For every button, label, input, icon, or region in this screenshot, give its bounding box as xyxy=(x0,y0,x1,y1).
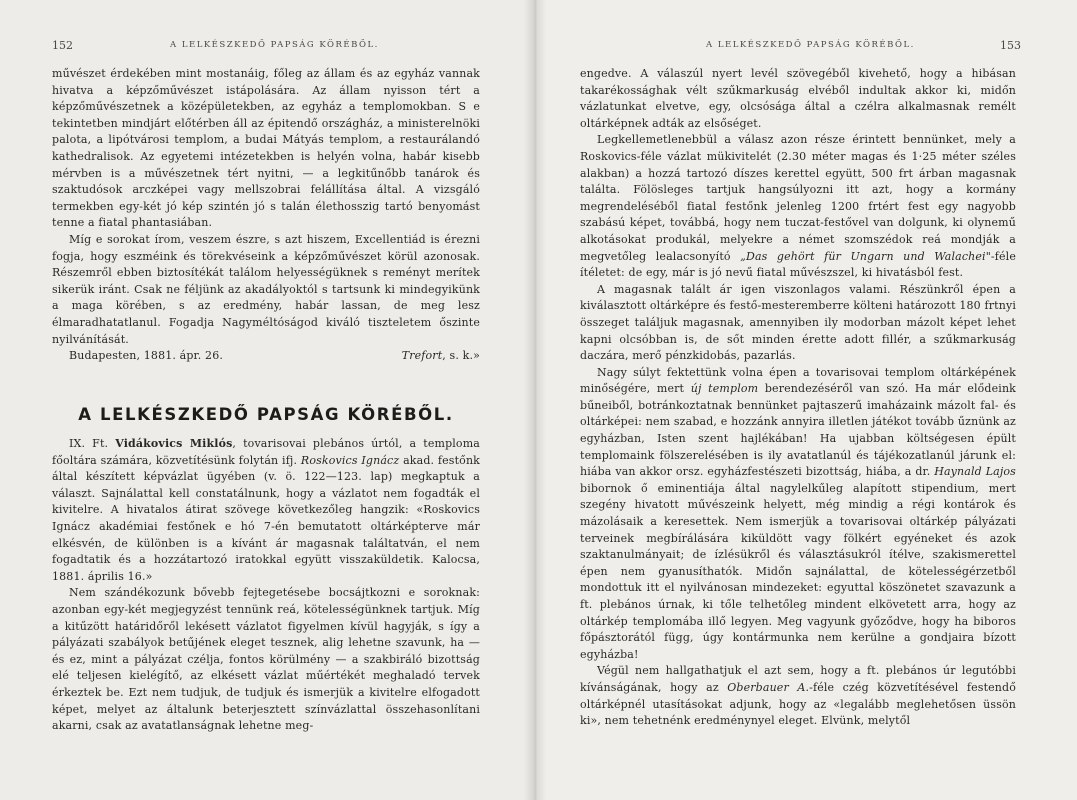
text-run: , tovarisovai plebános úrtól, a temploma főoltára számára, közvetítésünk folytán ifj. xyxy=(52,437,480,467)
emphasis-italic: új templom xyxy=(690,382,759,396)
person-name-italic: Haynald Lajos xyxy=(934,465,1016,479)
paragraph xyxy=(580,663,1016,729)
person-name: Vidákovics Miklós xyxy=(115,437,233,450)
right-page xyxy=(534,0,1077,800)
text-run: -féle czég közvetítésével festendő oltárképnél utasításokat adjunk, hogy az «legalább meglehetősen üssön ki», nem tehetnénk eredménynyel eleget. Elvünk, melytől xyxy=(580,680,1016,728)
text-run: Nagy súlyt fektettünk volna épen a tovarisovai templom oltárképének minőségére, mert xyxy=(580,365,1016,396)
right-running-head: A LELKÉSZKEDŐ PAPSÁG KÖRÉBŐL. xyxy=(706,40,915,50)
quote-italic: „Das gehört für Ungarn und Walachei" xyxy=(740,249,991,263)
text-run: Végül nem hallgathatjuk el azt sem, hogy a ft. plebános úr legutóbbi kívánságának, hogy az xyxy=(580,664,1016,694)
paragraph: engedve. A válaszúl nyert levél szövegéből kivehető, hogy a hibásan takarékossághak vélt szűkmarkuság elvéből indultak akkor ki, midőn vázlatunkat elvetve, egy, olcsósága által a czélra alkalmasnak remélt oltárképnek adták az elsőséget. xyxy=(580,67,1016,130)
text-run: bibornok ő eminentiája által nagylelkűleg alapított stipendium, mert szegény hivatott művészeink helyett, még mindig a régi kontárok és mázolásaik a keresettek. Nem ismerjük a tovarisovai oltárkép pályázati terveinek megbírálására kiküldött vagy fölkért egyéneket és azok szaktanulmányait; de ízlésükről és választásukról ítélve, szakismerettel épen nem gyanusíthatók. Midőn sajnálattal, de kötelességérzetből mondottuk itt el nyilvánosan mindezeket: egyuttal köszönetet szavazunk a ft. plebános úrnak, ki tőle telhetőleg mindent elkövetett arra, hogy az oltárkép templomába illő legyen. Meg vagyunk győződve, hogy ha biboros főpásztorától függ, úgy kontármunka nem kerülne a gondjaira bízott egyházba! xyxy=(580,481,1016,661)
book-gutter-shadow xyxy=(524,0,546,800)
paragraph: A magasnak talált ár igen viszonlagos valami. Részünkről épen a kiválasztott oltárképre és festő-mesteremberre költeni határozott 180 frtnyi összeget találjuk magasnak, amennyiben ily modorban mázolt képet lehet kapni olcsóbban is, de sőt minden érette adott fillér, a szűkmarkuság daczára, merő pénzkidobás, pazarlás. xyxy=(580,282,1016,363)
left-section-text xyxy=(52,436,480,735)
right-body-text xyxy=(580,66,1016,730)
paragraph xyxy=(52,436,480,585)
left-running-head: A LELKÉSZKEDŐ PAPSÁG KÖRÉBŐL. xyxy=(170,40,379,50)
text-run: Legkellemetlenebbül a válasz azon része érintett bennünket, mely a Roskovics-féle vázlat mükivitelét (2.30 méter magas és 1·25 méter széles alakban) a hozzá tartozó díszes kerettel együtt, 500 frt árban magasnak találta. Fölösleges tartjuk hangsúlyozni itt azt, hogy a kormány megrendeléséből fiatal festőnk jelenleg 1200 frtért fest egy nagyobb szabású képet, továbbá, hogy nem tuczat-festővel van dolgunk, ki olynemű alkotásokat produkál, melyekre a német szomszédok reá mondják a megvetőleg lealacsonyító xyxy=(580,133,1016,263)
text-run: berendezéséről van szó. Ha már elődeink bűneiből, botránkoztatnak bennünket pajtaszerű imaházaink mázolt fal- és oltárképei: nem szabad, e hozzánk annyira illetlen játékot tovább űznünk az egyházban, Isten szent hajlékában! Ha ujabban költségesen épült templomaink fölszerelésében is ily avatatlanúl és tájékozatlanúl járunk el: hiába van akkor orsz. egyházfestészeti bizottság, hiába, a dr. xyxy=(580,382,1016,479)
dateline xyxy=(52,348,480,365)
text-run: IX. Ft. xyxy=(69,437,109,450)
left-page-number: 152 xyxy=(52,39,73,52)
paragraph: Nem szándékozunk bővebb fejtegetésebe bocsájtkozni e soroknak: azonban egy-két megjegyzést tennünk reá, kötelességünknek tartjuk. Míg a kitűzött határidőről lekésett vázlatot figyelmen kívül hagyják, s így a pályázati szabályok betűjének eleget tesznek, alig lehetne szavunk, ha — és ez, mint a pályázat czélja, fontos körülmény — a szakbiráló bizottság elé teljesen kielégítő, az elkésett vázlat műértékét meghaladó tervek érkeztek be. Ezt nem tudjuk, de tudjuk és ismerjük a kivitelre elfogadott képet, melyet az általunk beterjesztett színvázlattal összehasonlítani akarni, csak az avatatlanságnak lehetne meg- xyxy=(52,586,480,733)
right-page-number: 153 xyxy=(1000,39,1021,52)
dateline-place: Budapesten, 1881. ápr. 26. xyxy=(69,349,223,363)
dateline-signature xyxy=(402,348,480,365)
paragraph: Míg e sorokat írom, veszem észre, s azt hiszem, Excellentiád is érezni fogja, hogy eszméink és törekvéseink a képzőművészet körül azonosak. Részemről ebben biztosítékát találom helyességüknek s reményt merítek sikerük iránt. Csak ne féljünk az akadályoktól s tartsunk ki mindegyikünk a maga körében, s az eredmény, habár lassan, de meg lesz élmaradhatatlanul. Fogadja Nagyméltóságod kiváló tiszteletem őszinte nyilvánítását. xyxy=(52,232,480,346)
company-name-italic: Oberbauer A. xyxy=(727,680,810,694)
left-body-text xyxy=(52,66,480,365)
text-run: -féle ítéletet: de egy, már is jó nevű fiatal művészszel, ki hivatásból fest. xyxy=(580,249,1016,280)
paragraph xyxy=(580,365,1016,664)
signature-name: Trefort xyxy=(401,349,443,363)
paragraph xyxy=(580,132,1016,281)
section-title: A LELKÉSZKEDŐ PAPSÁG KÖRÉBŐL. xyxy=(78,405,454,424)
signature-suffix: , s. k.» xyxy=(442,349,480,363)
paragraph: művészet érdekében mint mostanáig, főleg az állam és az egyház vannak hivatva a képzőművészet istápolására. Az állam nyisson tért a képzőművészetnek a középületekben, az egyház a templomokban. S e tekintetben mindjárt előtérben áll az épitendő országház, a ministerelnöki palota, a lipótvárosi templom, a budai Mátyás templom, a restaurálandó kathedralisok. Az egyetemi intézetekben is helyén volna, habár kisebb mérvben is a művészetnek tért nyitni, — a legkitűnőbb tanárok és szaktudósok arczképei vagy mellszobrai felállítása által. A vizsgáló termekben egy-két jó kép szintén jó s talán élethosszig tartó benyomást tenne a fiatal phantasiában. xyxy=(52,67,480,230)
left-page xyxy=(0,0,534,800)
person-name-italic: Roskovics Ignácz xyxy=(300,453,400,467)
text-run: akad. festőnk által készített képvázlat ügyében (v. ö. 122—123. lap) megkaptuk a választ. Sajnálattal kell constatálnunk, hogy a vázlatot nem fogadták el kivitelre. A hivatalos átirat szövege következőleg hangzik: «Roskovics Ignácz akadémiai festőnek e hó 7-én bemutatott oltárképterve már elkésvén, de különben is a kívánt ár magasnak találtatván, el nem fogadtatik és a hozzátartozó iratokkal együtt visszaküldetik. Kalocsa, 1881. április 16.» xyxy=(52,453,480,583)
